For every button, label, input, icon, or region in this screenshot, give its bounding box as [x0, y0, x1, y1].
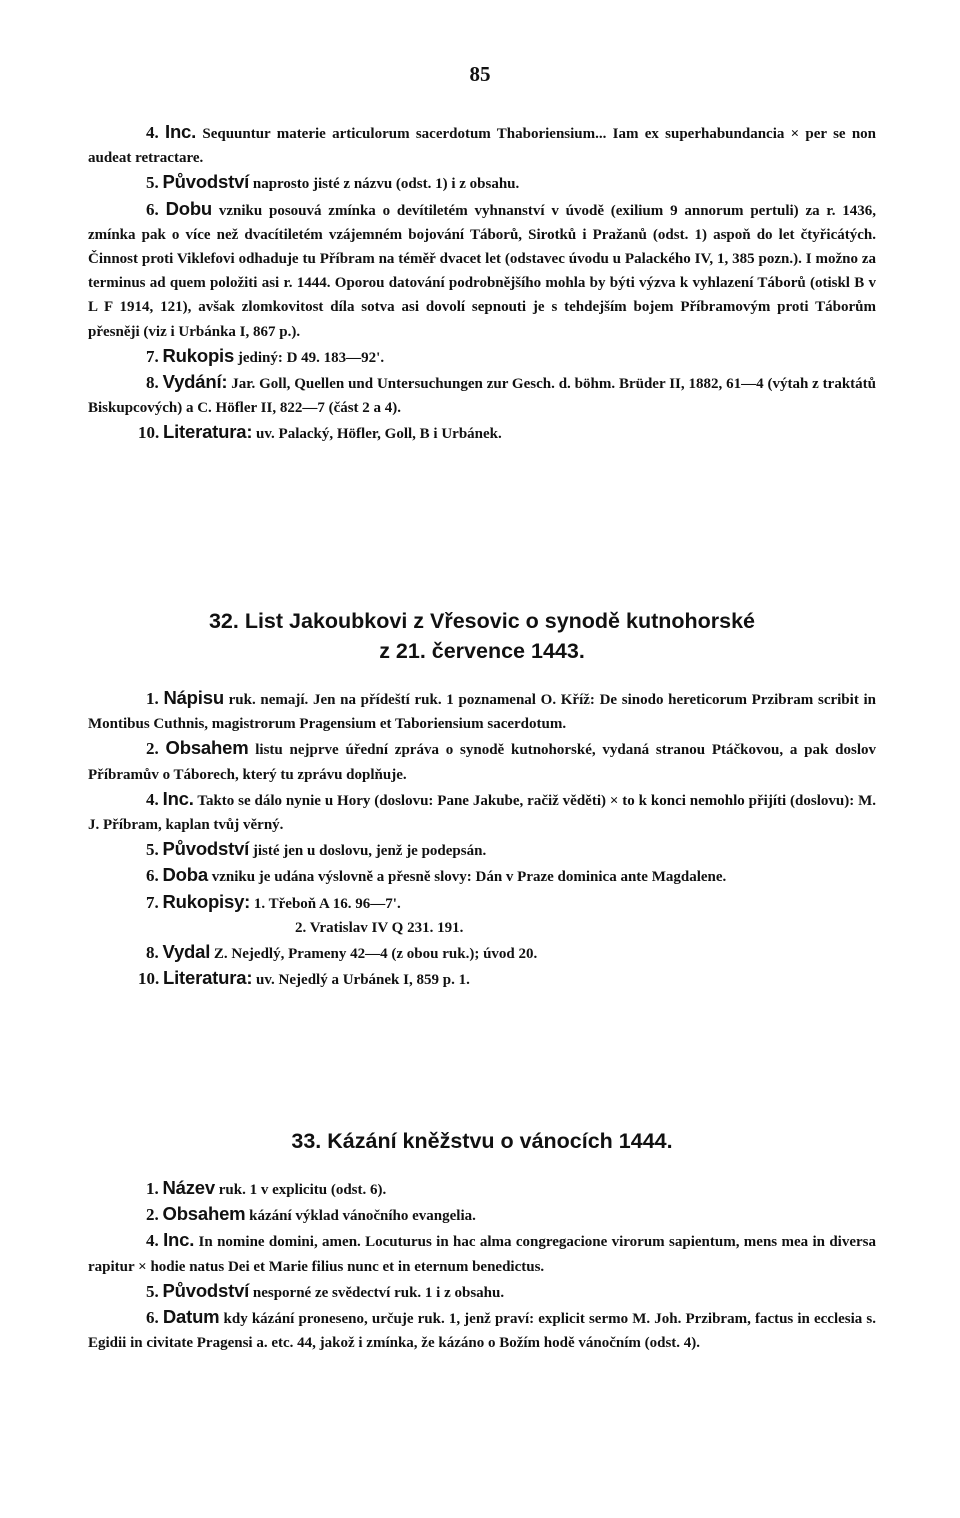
paragraph-number: 10.	[138, 969, 160, 989]
paragraph-5-authorship	[88, 170, 876, 196]
paragraph-text: vzniku je udána výslovně a přesně slovy: Dán v Praze dominica ante Magdalene.	[207, 869, 727, 886]
paragraph-heading: Původství	[162, 838, 250, 860]
paragraph-text: Jar. Goll, Quellen und Untersuchungen zur Gesch. d. böhm. Brüder II, 1882, 61—4 (výtah z traktátů Biskupcových) a C. Höfler II, 822—7 (část 2 a 4).	[88, 376, 877, 417]
paragraph-7-manuscript	[88, 344, 876, 370]
paragraph-heading: Obsahem	[165, 737, 249, 759]
paragraph-text: ruk. 1 v explicitu (odst. 6).	[214, 1182, 387, 1198]
paragraph-heading: Literatura:	[163, 967, 253, 989]
section-31-continuation	[88, 120, 876, 447]
paragraph-number: 8.	[146, 373, 159, 393]
paragraph-text: nesporné ze svědectví ruk. 1 i z obsahu.	[249, 1284, 505, 1301]
paragraph-number: 4.	[146, 123, 159, 142]
paragraph-text: uv. Nejedlý a Urbánek I, 859 p. 1.	[252, 972, 470, 989]
paragraph-text: Sequuntur materie articulorum sacerdotum Thaboriensium... Iam ex superhabundancia × per se non audeat retractare.	[88, 126, 877, 167]
paragraph-heading: Nápisu	[163, 687, 224, 708]
paragraph-4-incipit	[88, 1228, 876, 1278]
paragraph-heading: Původství	[162, 171, 250, 193]
paragraph-number: 6.	[146, 1308, 159, 1328]
paragraph-6-date	[88, 863, 876, 889]
paragraph-number: 5.	[146, 840, 159, 860]
paragraph-heading: Vydání:	[162, 371, 228, 393]
paragraph-text: kázání výklad vánočního evangelia.	[245, 1208, 476, 1225]
paragraph-text: Takto se dálo nynie u Hory (doslovu: Pane Jakube, račiž věděti) × to k konci nemohlo přijíti (doslovu): M. J. Příbram, kaplan tvůj věrný.	[88, 792, 877, 834]
paragraph-text: kdy kázání proneseno, určuje ruk. 1, jenž praví: explicit sermo M. Joh. Przibram, factus in ecclesia s. Egidii in civitate Pragensi a. etc. 44, jakož i zmínka, že kázáno o Božím hodě vánočním (odst. 4).	[88, 1311, 876, 1352]
paragraph-1-title	[88, 1176, 876, 1202]
paragraph-heading: Dobu	[165, 197, 213, 219]
paragraph-number: 5.	[146, 1281, 159, 1301]
paragraph-text: 1. Třeboň A 16. 96—7'.	[250, 895, 401, 912]
paragraph-number: 6.	[146, 866, 159, 886]
paragraph-heading: Inc.	[165, 121, 197, 142]
page-number: 85	[469, 62, 491, 86]
paragraph-10-literature	[88, 420, 876, 446]
paragraph-4-incipit	[88, 787, 876, 837]
paragraph-heading: Vydal	[162, 941, 211, 963]
paragraph-heading: Inc.	[162, 787, 194, 809]
paragraph-8-edition	[88, 940, 876, 966]
paragraph-number: 10.	[138, 423, 160, 443]
paragraph-number: 7.	[146, 892, 159, 912]
paragraph-number: 8.	[146, 943, 159, 963]
paragraph-text: In nomine domini, amen. Locuturus in hac alma congregacione virorum sapientum, mens mea in diversa rapitur × hodie natus Dei et Marie filius nunc et in eternum benedictus.	[88, 1234, 876, 1275]
paragraph-heading: Doba	[162, 864, 208, 886]
paragraph-heading: Obsahem	[162, 1203, 246, 1225]
paragraph-7-manuscript-2: 2. Vratislav IV Q 231. 191.	[295, 919, 464, 936]
paragraph-number: 7.	[146, 346, 159, 366]
paragraph-7-manuscripts	[88, 890, 876, 916]
paragraph-number: 4.	[146, 1231, 159, 1251]
paragraph-text: Z. Nejedlý, Prameny 42—4 (z obou ruk.); úvod 20.	[210, 946, 538, 963]
paragraph-heading: Rukopisy:	[162, 890, 251, 912]
paragraph-number: 5.	[146, 173, 159, 193]
paragraph-text: listu nejprve úřední zpráva o synodě kutnohorské, vydaná stranou Ptáčkovou, a pak doslov Příbramův o Táborech, který tu zprávu doplňuje.	[88, 742, 877, 783]
paragraph-5-authorship	[88, 837, 876, 863]
paragraph-heading: Původství	[162, 1279, 250, 1301]
paragraph-heading: Název	[162, 1177, 215, 1198]
paragraph-5-authorship	[88, 1279, 876, 1305]
paragraph-number: 6.	[146, 199, 159, 219]
paragraph-6-date	[88, 1305, 876, 1355]
paragraph-heading: Datum	[162, 1306, 220, 1328]
paragraph-8-edition	[88, 370, 876, 420]
paragraph-heading: Inc.	[163, 1229, 195, 1251]
paragraph-4-incipit	[88, 120, 876, 170]
paragraph-text: jediný: D 49. 183—92'.	[234, 349, 385, 366]
section-32-title-line-1: 32. List Jakoubkovi z Vřesovic o synodě kutnohorské	[208, 609, 756, 633]
paragraph-text: ruk. nemají. Jen na přídeští ruk. 1 poznamenal O. Kříž: De sinodo hereticorum Przibram scribit in Montibus Cuthnis, magistrorum Pragensium et Taboriensium sacerdotum.	[88, 692, 877, 733]
paragraph-6-dating	[88, 197, 876, 344]
paragraph-text: uv. Palacký, Höfler, Goll, B i Urbánek.	[252, 426, 502, 443]
paragraph-1-title	[88, 686, 876, 736]
section-33-title: 33. Kázání kněžstvu o vánocích 1444.	[291, 1129, 673, 1153]
paragraph-text: naprosto jisté z názvu (odst. 1) i z obsahu.	[249, 176, 520, 193]
section-32-title-line-2: z 21. července 1443.	[379, 639, 585, 663]
paragraph-number: 2.	[146, 1205, 159, 1225]
paragraph-heading: Literatura:	[163, 421, 253, 443]
paragraph-10-literature	[88, 966, 876, 992]
paragraph-number: 2.	[146, 739, 159, 759]
paragraph-text: jisté jen u doslovu, jenž je podepsán.	[249, 843, 487, 860]
paragraph-number: 1.	[146, 1179, 159, 1198]
paragraph-number: 4.	[146, 789, 159, 809]
section-33	[88, 1176, 876, 1355]
paragraph-2-content	[88, 1202, 876, 1228]
paragraph-text: vzniku posouvá zmínka o devítiletém vyhnanství v úvodě (exilium 9 annorum pertuli) za r. 1436, zmínka pak o více než dvacítiletém vzájemném bojování Táborů, Sirotků i Pražanů (odst. 1) aspoň do let čtyřicátých. Činnost proti Viklefovi odhaduje tu Příbram na téměř dvacet let (odstavec úvodu u Palackého IV, 1, 385 pozn.). I možno za terminus ad quem položiti asi r. 1444. Oporou datování podrobnějšího mohla by býti výzva k vyhlazení Táborů (otiskl B v L F 1914, 121), avšak zlomkovitost díla sotva asi dovolí sepnouti je s tehdejším bojem Příbramovým proti Táborům přesněji (viz i Urbánka I, 867 p.).	[88, 202, 877, 340]
paragraph-heading: Rukopis	[162, 344, 235, 366]
section-32	[88, 686, 876, 992]
paragraph-number: 1.	[146, 689, 159, 708]
paragraph-2-content	[88, 736, 876, 786]
